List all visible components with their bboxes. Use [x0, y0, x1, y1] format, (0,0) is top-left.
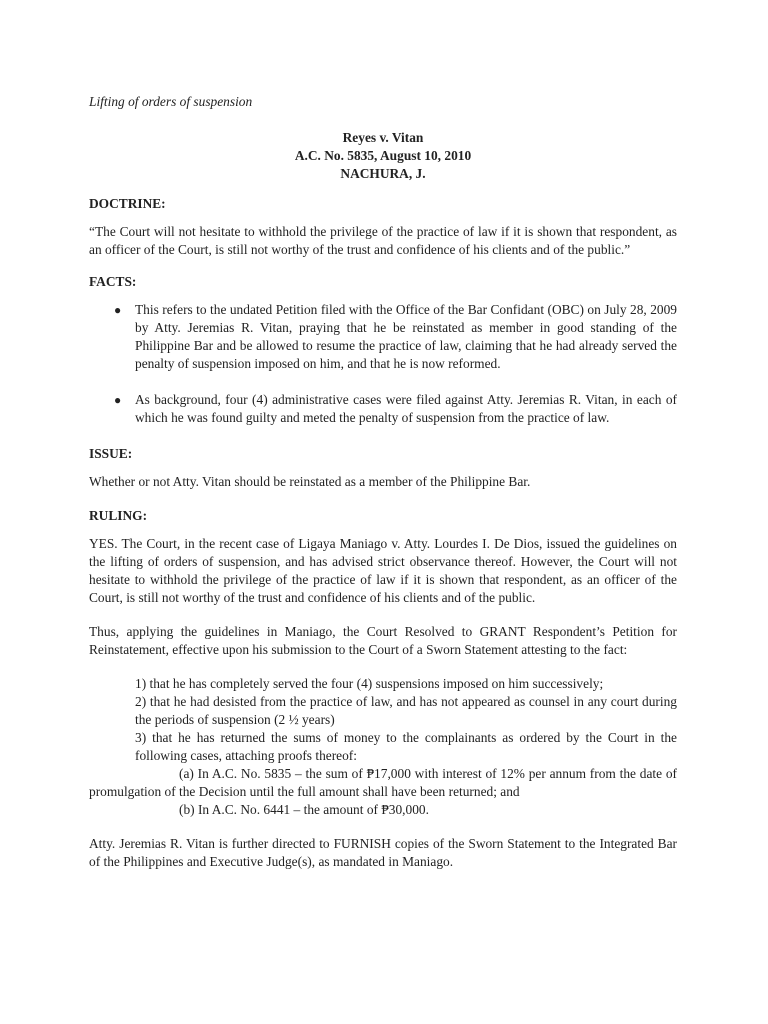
doctrine-text: “The Court will not hesitate to withhold the privilege of the practice of law if it is shown that respondent, as an officer of the Court, is still not worthy of the trust and confidence of his clients and of the public.”	[89, 224, 677, 257]
subcondition-item: (b) In A.C. No. 6441 – the amount of ₱30,000.	[179, 802, 429, 817]
case-ponente: NACHURA, J.	[340, 166, 426, 181]
issue-text: Whether or not Atty. Vitan should be reinstated as a member of the Philippine Bar.	[89, 474, 531, 489]
document-page	[89, 93, 677, 887]
issue-heading: ISSUE:	[89, 446, 133, 461]
condition-item: 2) that he had desisted from the practice of law, and has not appeared as counsel in any court during the periods of suspension (2 ½ years)	[135, 694, 677, 727]
ruling-paragraph-1: YES. The Court, in the recent case of Ligaya Maniago v. Atty. Lourdes I. De Dios, issued the guidelines on the lifting of orders of suspension, and has advised strict observance thereof. However, the Court will not hesitate to withhold the privilege of the practice of law if it is shown that respondent, as an officer of the Court, is still not worthy of the trust and confidence of his clients and of the public.	[89, 536, 677, 605]
ruling-heading: RULING:	[89, 508, 148, 523]
case-title: Reyes v. Vitan	[342, 130, 424, 145]
facts-item	[89, 301, 677, 373]
bullet-icon: ●	[114, 303, 122, 317]
case-header	[89, 129, 677, 183]
bullet-icon: ●	[114, 393, 122, 407]
facts-item-text: As background, four (4) administrative cases were filed against Atty. Jeremias R. Vitan, in each of which he was found guilty and meted the penalty of suspension from the practice of law.	[135, 392, 677, 425]
facts-list	[89, 301, 677, 427]
ruling-paragraph-3: Atty. Jeremias R. Vitan is further directed to FURNISH copies of the Sworn Statement to the Integrated Bar of the Philippines and Executive Judge(s), as mandated in Maniago.	[89, 836, 677, 869]
facts-item-text: This refers to the undated Petition filed with the Office of the Bar Confidant (OBC) on July 28, 2009 by Atty. Jeremias R. Vitan, praying that he be reinstated as member in good standing of the Philippine Bar and be allowed to resume the practice of law, claiming that he had already served the penalty of suspension imposed on him, and that he is now reformed.	[135, 302, 677, 371]
topic-heading: Lifting of orders of suspension	[89, 94, 253, 109]
case-citation: A.C. No. 5835, August 10, 2010	[294, 148, 472, 163]
facts-heading: FACTS:	[89, 274, 137, 289]
doctrine-heading: DOCTRINE:	[89, 196, 166, 211]
facts-item	[89, 391, 677, 427]
subcondition-item: (a) In A.C. No. 5835 – the sum of ₱17,000 with interest of 12% per annum from the date of promulgation of the Decision until the full amount shall have been returned; and	[89, 766, 677, 799]
condition-item: 1) that he has completely served the four (4) suspensions imposed on him successively;	[135, 676, 604, 691]
conditions-list	[89, 675, 677, 819]
condition-item: 3) that he has returned the sums of money to the complainants as ordered by the Court in the following cases, attaching proofs thereof:	[135, 730, 677, 763]
ruling-paragraph-2: Thus, applying the guidelines in Maniago, the Court Resolved to GRANT Respondent’s Petition for Reinstatement, effective upon his submission to the Court of a Sworn Statement attesting to the fact:	[89, 624, 677, 657]
